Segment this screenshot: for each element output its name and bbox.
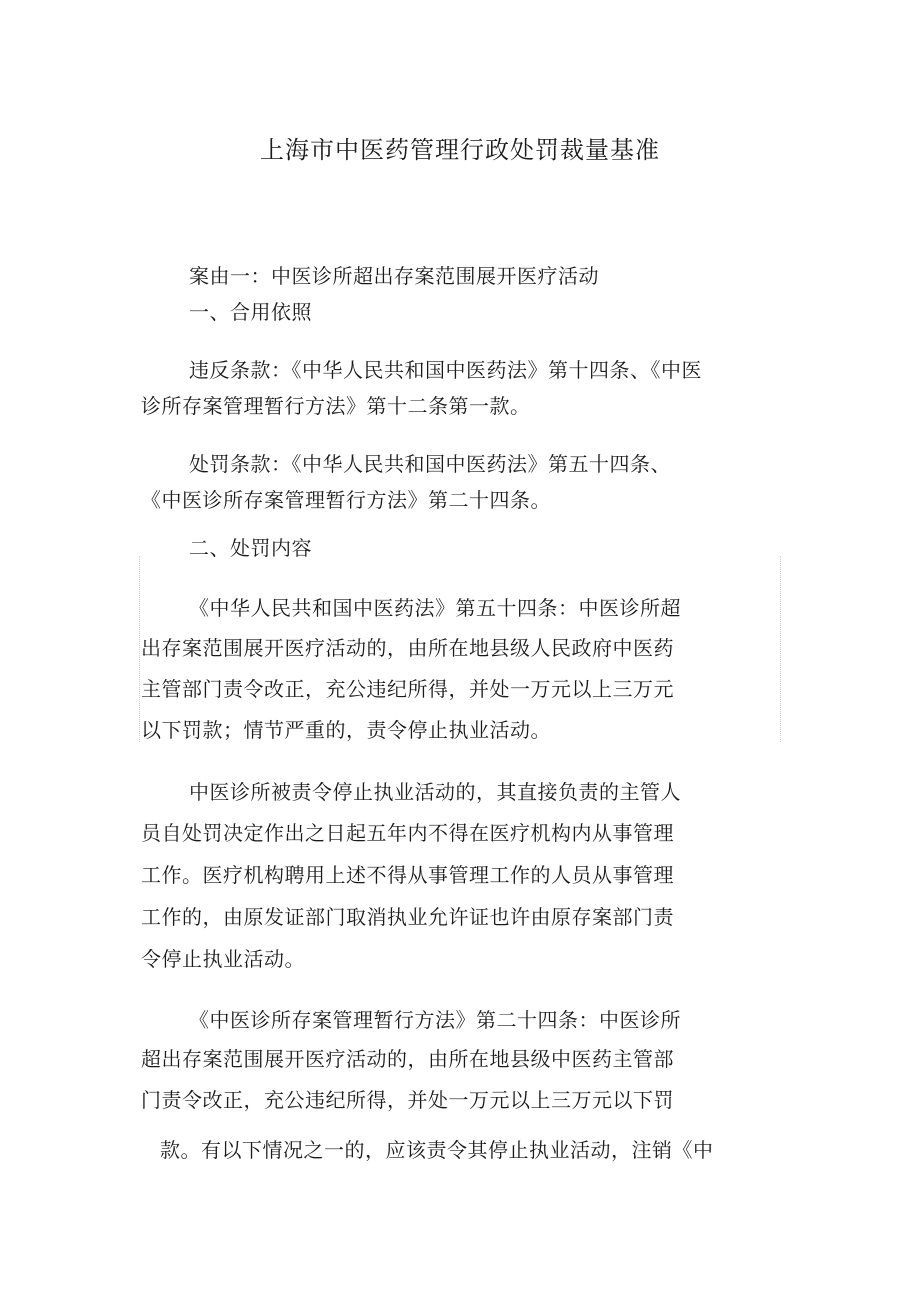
suspension-para-line-5: 令停止执业活动。 — [141, 947, 305, 971]
article-54-line-1: 《中华人民共和国中医药法》第五十四条：中医诊所超 — [189, 596, 681, 620]
article-24-line-3: 门责令改正，充公违纪所得，并处一万元以上三万元以下罚 — [141, 1088, 674, 1112]
section-heading-basis: 一、合用依照 — [189, 300, 312, 324]
suspension-para-line-4: 工作的，由原发证部门取消执业允许证也许由原存案部门责 — [141, 905, 674, 929]
penalty-clause-line-1: 处罚条款：《中华人民共和国中医药法》第五十四条、 — [189, 452, 671, 476]
penalty-clause-line-2: 《中医诊所存案管理暂行方法》第二十四条。 — [141, 488, 551, 512]
article-54-line-2: 出存案范围展开医疗活动的，由所在地县级人民政府中医药 — [141, 636, 674, 660]
violated-clause-line-1: 违反条款：《中华人民共和国中医药法》第十四条、《中医 — [189, 358, 702, 382]
article-24-line-2: 超出存案范围展开医疗活动的，由所在地县级中医药主管部 — [141, 1047, 674, 1071]
article-24-line-1: 《中医诊所存案管理暂行方法》第二十四条：中医诊所 — [189, 1008, 681, 1032]
article-24-line-4: 款。有以下情况之一的，应该责令其停止执业活动，注销《中 — [160, 1138, 714, 1162]
article-54-line-3: 主管部门责令改正，充公违纪所得，并处一万元以上三万元 — [141, 677, 674, 701]
violated-clause-line-2: 诊所存案管理暂行方法》第十二条第一款。 — [141, 394, 531, 418]
suspension-para-line-1: 中医诊所被责令停止执业活动的，其直接负责的主管人 — [189, 780, 681, 804]
document-title: 上海市中医药管理行政处罚裁量基准 — [260, 136, 660, 164]
section-heading-content: 二、处罚内容 — [189, 536, 312, 560]
suspension-para-line-2: 员自处罚决定作出之日起五年内不得在医疗机构内从事管理 — [141, 821, 674, 845]
case-heading: 案由一：中医诊所超出存案范围展开医疗活动 — [189, 264, 599, 288]
suspension-para-line-3: 工作。医疗机构聘用上述不得从事管理工作的人员从事管理 — [141, 863, 674, 887]
article-54-line-4: 以下罚款；情节严重的，责令停止执业活动。 — [141, 718, 551, 742]
